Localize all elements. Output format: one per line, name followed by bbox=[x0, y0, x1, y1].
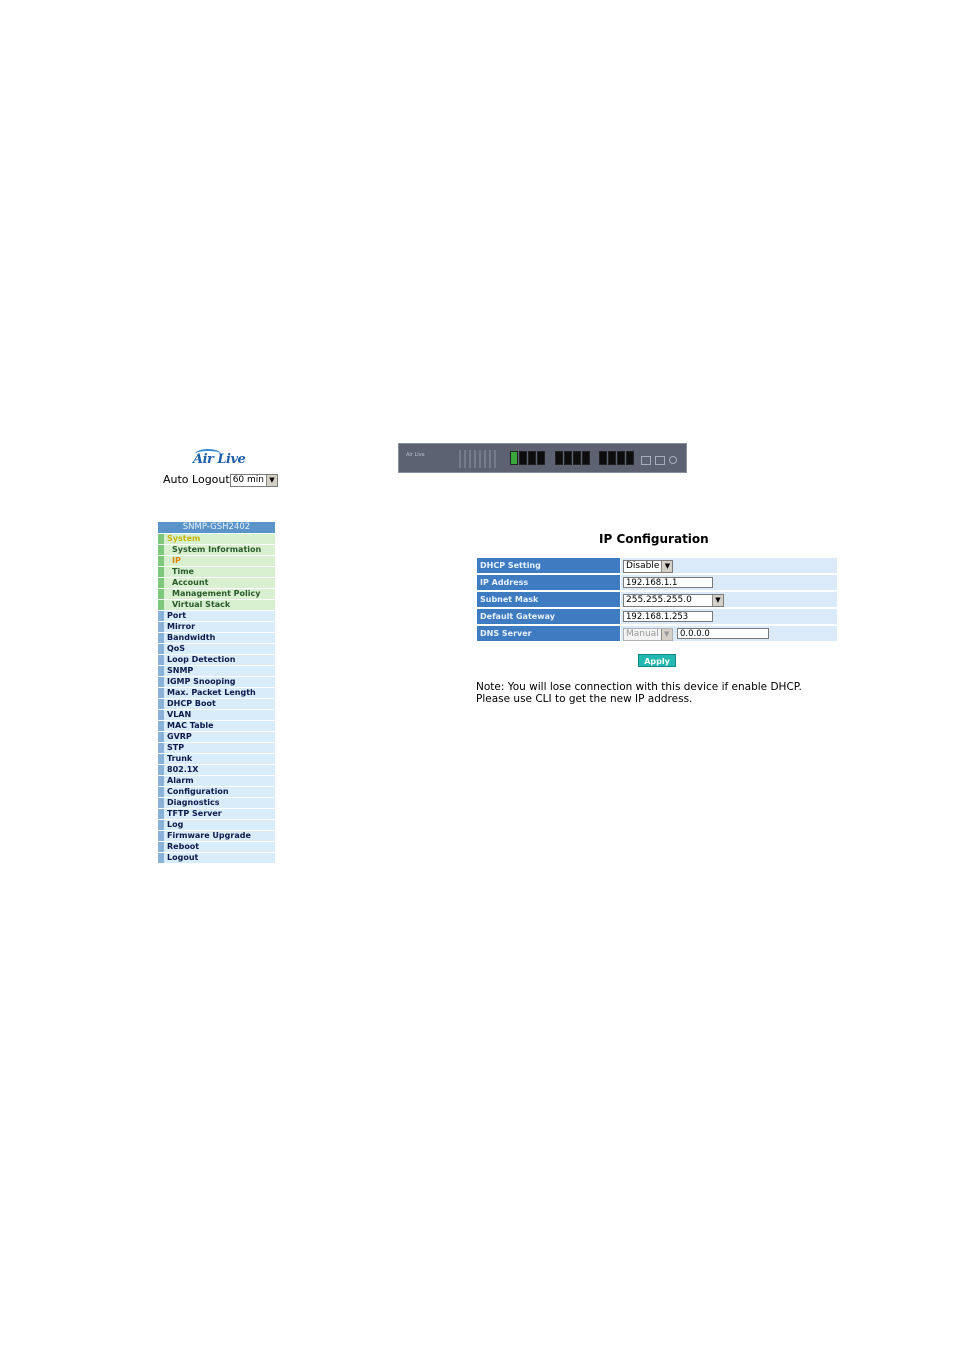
menu-item-label: Firmware Upgrade bbox=[167, 831, 251, 840]
port-group bbox=[599, 451, 634, 465]
menu-item-gvrp[interactable] bbox=[158, 732, 275, 742]
ip-row bbox=[477, 575, 837, 590]
menu-item-marker bbox=[158, 842, 164, 852]
menu-item-label: TFTP Server bbox=[167, 809, 222, 818]
menu-item-label: Logout bbox=[167, 853, 199, 862]
ethernet-port[interactable] bbox=[608, 451, 616, 465]
sfp-port[interactable] bbox=[655, 456, 665, 465]
dhcp-value: Disable bbox=[626, 561, 660, 571]
ip-address-input[interactable]: 192.168.1.1 bbox=[623, 577, 713, 588]
menu-item-logout[interactable] bbox=[158, 853, 275, 863]
menu-item-system[interactable] bbox=[158, 534, 275, 544]
auto-logout-label: Auto Logout bbox=[163, 473, 230, 486]
chevron-down-icon: ▼ bbox=[661, 561, 672, 572]
dns-server-input[interactable]: 0.0.0.0 bbox=[677, 628, 769, 639]
menu-item-marker bbox=[158, 831, 164, 841]
menu-item-label: Log bbox=[167, 820, 184, 829]
menu-item-marker bbox=[158, 776, 164, 786]
nav-menu bbox=[158, 522, 275, 864]
menu-item-marker bbox=[158, 600, 164, 610]
dhcp-select[interactable] bbox=[623, 560, 673, 573]
menu-item-marker bbox=[158, 556, 164, 566]
menu-item-alarm[interactable] bbox=[158, 776, 275, 786]
menu-item-label: DHCP Boot bbox=[167, 699, 216, 708]
menu-item-log[interactable] bbox=[158, 820, 275, 830]
apply-button[interactable]: Apply bbox=[638, 654, 676, 667]
ethernet-port[interactable] bbox=[626, 451, 634, 465]
menu-item-virtual-stack[interactable] bbox=[158, 600, 275, 610]
menu-item-label: Max. Packet Length bbox=[167, 688, 256, 697]
menu-item-time[interactable] bbox=[158, 567, 275, 577]
menu-item-label: System bbox=[167, 534, 201, 543]
mask-row bbox=[477, 592, 837, 607]
auto-logout bbox=[163, 473, 278, 487]
menu-item-label: STP bbox=[167, 743, 185, 752]
menu-item-port[interactable] bbox=[158, 611, 275, 621]
menu-item-label: System Information bbox=[172, 545, 262, 554]
menu-item-label: VLAN bbox=[167, 710, 192, 719]
menu-item-vlan[interactable] bbox=[158, 710, 275, 720]
ethernet-port[interactable] bbox=[510, 451, 518, 465]
menu-item-label: Port bbox=[167, 611, 187, 620]
menu-item-marker bbox=[158, 611, 164, 621]
menu-item-marker bbox=[158, 765, 164, 775]
mask-label: Subnet Mask bbox=[477, 592, 621, 607]
chevron-down-icon: ▼ bbox=[266, 475, 277, 486]
ethernet-port[interactable] bbox=[617, 451, 625, 465]
menu-item-label: Management Policy bbox=[172, 589, 261, 598]
chevron-down-icon: ▼ bbox=[661, 629, 672, 640]
chevron-down-icon: ▼ bbox=[712, 595, 723, 606]
menu-item-label: SNMP bbox=[167, 666, 194, 675]
menu-item-diagnostics[interactable] bbox=[158, 798, 275, 808]
menu-item-marker bbox=[158, 655, 164, 665]
menu-item-ip[interactable] bbox=[158, 556, 275, 566]
switch-front-panel bbox=[398, 443, 687, 473]
menu-item-mirror[interactable] bbox=[158, 622, 275, 632]
menu-item-igmp-snooping[interactable] bbox=[158, 677, 275, 687]
menu-item-label: Diagnostics bbox=[167, 798, 220, 807]
dhcp-label: DHCP Setting bbox=[477, 558, 621, 573]
port-group bbox=[555, 451, 590, 465]
ethernet-port[interactable] bbox=[537, 451, 545, 465]
ethernet-port[interactable] bbox=[528, 451, 536, 465]
ethernet-port[interactable] bbox=[573, 451, 581, 465]
subnet-mask-value: 255.255.255.0 bbox=[626, 595, 692, 605]
menu-item-system-information[interactable] bbox=[158, 545, 275, 555]
menu-item-marker bbox=[158, 820, 164, 830]
menu-item-label: Mirror bbox=[167, 622, 196, 631]
menu-item-label: IP bbox=[172, 556, 181, 565]
menu-item-marker bbox=[158, 787, 164, 797]
menu-title: SNMP-GSH2402 bbox=[158, 522, 275, 534]
menu-item-loop-detection[interactable] bbox=[158, 655, 275, 665]
device-brand: Air Live bbox=[406, 452, 425, 458]
menu-item-marker bbox=[158, 578, 164, 588]
menu-item-marker bbox=[158, 644, 164, 654]
menu-item-marker bbox=[158, 534, 164, 544]
status-leds bbox=[459, 450, 497, 468]
dhcp-row bbox=[477, 558, 837, 573]
airlive-logo bbox=[193, 449, 257, 471]
menu-item-dhcp-boot[interactable] bbox=[158, 699, 275, 709]
menu-item-label: MAC Table bbox=[167, 721, 214, 730]
note-line-1: Note: You will lose connection with this device if enable DHCP. bbox=[476, 681, 802, 693]
menu-item-label: Configuration bbox=[167, 787, 229, 796]
menu-item-marker bbox=[158, 754, 164, 764]
menu-item-max-packet-length[interactable] bbox=[158, 688, 275, 698]
menu-item-label: GVRP bbox=[167, 732, 192, 741]
menu-item-account[interactable] bbox=[158, 578, 275, 588]
menu-item-label: Account bbox=[172, 578, 209, 587]
ethernet-port[interactable] bbox=[564, 451, 572, 465]
menu-item-marker bbox=[158, 699, 164, 709]
menu-item-marker bbox=[158, 677, 164, 687]
menu-item-label: Time bbox=[172, 567, 194, 576]
menu-item-snmp[interactable] bbox=[158, 666, 275, 676]
menu-item-tftp-server[interactable] bbox=[158, 809, 275, 819]
port-group bbox=[510, 451, 545, 465]
dns-label: DNS Server bbox=[477, 626, 621, 641]
menu-item-marker bbox=[158, 688, 164, 698]
menu-item-marker bbox=[158, 545, 164, 555]
dns-mode-value: Manual bbox=[626, 629, 659, 639]
note-line-2: Please use CLI to get the new IP address. bbox=[476, 693, 693, 705]
gateway-label: Default Gateway bbox=[477, 609, 621, 624]
menu-item-marker bbox=[158, 710, 164, 720]
page-title: IP Configuration bbox=[599, 532, 709, 546]
logo-text: Air Live bbox=[193, 452, 246, 467]
menu-item-marker bbox=[158, 798, 164, 808]
menu-item-trunk[interactable] bbox=[158, 754, 275, 764]
auto-logout-select[interactable] bbox=[230, 474, 278, 487]
menu-item-marker bbox=[158, 732, 164, 742]
menu-item-firmware-upgrade[interactable] bbox=[158, 831, 275, 841]
menu-item-label: Alarm bbox=[167, 776, 194, 785]
menu-item-label: IGMP Snooping bbox=[167, 677, 236, 686]
menu-item-label: Loop Detection bbox=[167, 655, 236, 664]
menu-item-marker bbox=[158, 853, 164, 863]
ethernet-port[interactable] bbox=[555, 451, 563, 465]
menu-item-stp[interactable] bbox=[158, 743, 275, 753]
menu-item-configuration[interactable] bbox=[158, 787, 275, 797]
ethernet-port[interactable] bbox=[582, 451, 590, 465]
ethernet-port[interactable] bbox=[599, 451, 607, 465]
menu-item-marker bbox=[158, 809, 164, 819]
menu-item-label: Trunk bbox=[167, 754, 193, 763]
menu-item-label: Virtual Stack bbox=[172, 600, 231, 609]
menu-item-mac-table[interactable] bbox=[158, 721, 275, 731]
sfp-port[interactable] bbox=[641, 456, 651, 465]
ip-config-form bbox=[477, 558, 837, 643]
menu-item-qos[interactable] bbox=[158, 644, 275, 654]
dns-mode-select[interactable] bbox=[623, 628, 673, 641]
menu-item-reboot[interactable] bbox=[158, 842, 275, 852]
menu-item-marker bbox=[158, 622, 164, 632]
menu-item-label: Bandwidth bbox=[167, 633, 216, 642]
menu-item-marker bbox=[158, 721, 164, 731]
subnet-mask-select[interactable] bbox=[623, 594, 724, 607]
menu-item-label: Reboot bbox=[167, 842, 200, 851]
menu-item-802-1x[interactable] bbox=[158, 765, 275, 775]
menu-item-label: 802.1X bbox=[167, 765, 199, 774]
menu-item-marker bbox=[158, 666, 164, 676]
reset-icon bbox=[669, 456, 677, 464]
menu-item-marker bbox=[158, 567, 164, 577]
gateway-row bbox=[477, 609, 837, 624]
menu-item-marker bbox=[158, 633, 164, 643]
menu-item-management-policy[interactable] bbox=[158, 589, 275, 599]
menu-item-label: QoS bbox=[167, 644, 186, 653]
note-text bbox=[476, 681, 802, 705]
ip-label: IP Address bbox=[477, 575, 621, 590]
menu-item-marker bbox=[158, 743, 164, 753]
gateway-input[interactable]: 192.168.1.253 bbox=[623, 611, 713, 622]
dns-row bbox=[477, 626, 837, 641]
menu-item-marker bbox=[158, 589, 164, 599]
ethernet-port[interactable] bbox=[519, 451, 527, 465]
menu-item-bandwidth[interactable] bbox=[158, 633, 275, 643]
auto-logout-value: 60 min bbox=[232, 474, 264, 485]
